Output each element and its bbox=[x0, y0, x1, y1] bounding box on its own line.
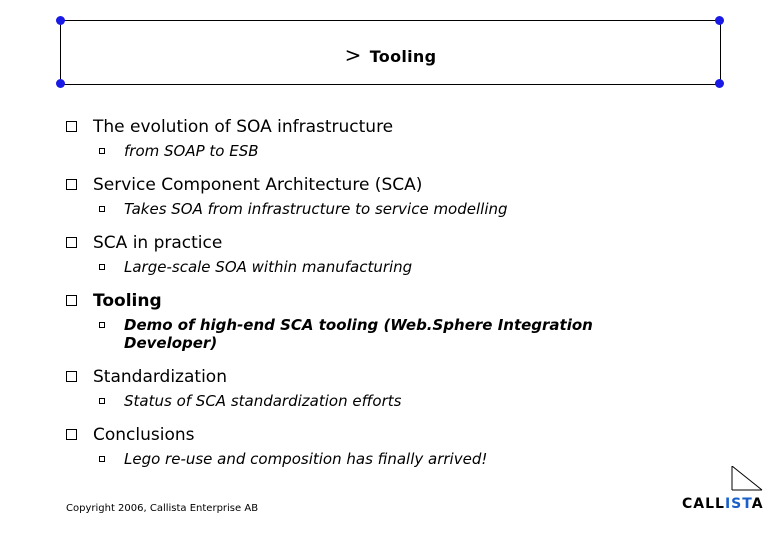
agenda-heading-text: Standardization bbox=[93, 367, 227, 387]
resize-handle-bottom-right[interactable] bbox=[715, 79, 724, 88]
agenda-subitem bbox=[99, 450, 666, 468]
sub-bullet-icon bbox=[99, 148, 105, 154]
bullet-box-icon bbox=[66, 121, 77, 132]
agenda-item bbox=[66, 424, 666, 468]
agenda-heading bbox=[66, 116, 666, 138]
agenda-heading-text: Conclusions bbox=[93, 425, 195, 445]
bullet-box-icon bbox=[66, 237, 77, 248]
agenda-heading bbox=[66, 232, 666, 254]
agenda-subitem-text: from SOAP to ESB bbox=[124, 142, 259, 160]
logo-wordmark bbox=[682, 496, 764, 512]
bullet-box-icon bbox=[66, 179, 77, 190]
logo-text-part: CALL bbox=[682, 496, 725, 512]
title-box[interactable] bbox=[60, 20, 721, 85]
resize-handle-bottom-left[interactable] bbox=[56, 79, 65, 88]
logo-text-accent: IST bbox=[724, 496, 752, 512]
sub-bullet-icon bbox=[99, 206, 105, 212]
bullet-box-icon bbox=[66, 371, 77, 382]
agenda-subitem-text: Status of SCA standardization efforts bbox=[124, 392, 402, 410]
sub-bullet-icon bbox=[99, 398, 105, 404]
bullet-box-icon bbox=[66, 429, 77, 440]
agenda-item-current bbox=[66, 290, 666, 352]
agenda-subitem bbox=[99, 200, 666, 218]
agenda-item bbox=[66, 232, 666, 276]
agenda-heading-text: Tooling bbox=[93, 291, 162, 311]
agenda-heading bbox=[66, 424, 666, 446]
resize-handle-top-right[interactable] bbox=[715, 16, 724, 25]
sub-bullet-icon bbox=[99, 322, 105, 328]
agenda-subitem-text: Large-scale SOA within manufacturing bbox=[124, 258, 413, 276]
agenda-heading bbox=[66, 174, 666, 196]
agenda-subitem bbox=[99, 392, 666, 410]
agenda-subitem-text: Demo of high-end SCA tooling (Web.Sphere Integration Developer) bbox=[124, 316, 593, 352]
agenda-heading-text: Service Component Architecture (SCA) bbox=[93, 175, 423, 195]
agenda-subitem bbox=[99, 316, 624, 352]
agenda-subitem bbox=[99, 142, 666, 160]
agenda-list bbox=[66, 116, 666, 468]
resize-handle-top-left[interactable] bbox=[56, 16, 65, 25]
logo-sail-icon bbox=[682, 466, 768, 496]
title-prefix: > bbox=[344, 43, 362, 67]
copyright-text: Copyright 2006, Callista Enterprise AB bbox=[66, 503, 259, 514]
agenda-heading bbox=[66, 290, 666, 312]
agenda-heading bbox=[66, 366, 666, 388]
agenda-heading-text: SCA in practice bbox=[93, 233, 223, 253]
logo-text-part: A bbox=[751, 496, 764, 512]
agenda-subitem-text: Lego re-use and composition has finally arrived! bbox=[124, 450, 488, 468]
bullet-box-icon bbox=[66, 295, 77, 306]
title-text: Tooling bbox=[369, 47, 437, 66]
slide-title bbox=[61, 43, 720, 67]
agenda-subitem-text: Takes SOA from infrastructure to service modelling bbox=[124, 200, 508, 218]
agenda-item bbox=[66, 116, 666, 160]
sub-bullet-icon bbox=[99, 264, 105, 270]
agenda-item bbox=[66, 174, 666, 218]
callista-logo bbox=[682, 466, 768, 512]
agenda-heading-text: The evolution of SOA infrastructure bbox=[93, 117, 394, 137]
agenda-subitem bbox=[99, 258, 666, 276]
agenda-item bbox=[66, 366, 666, 410]
sub-bullet-icon bbox=[99, 456, 105, 462]
